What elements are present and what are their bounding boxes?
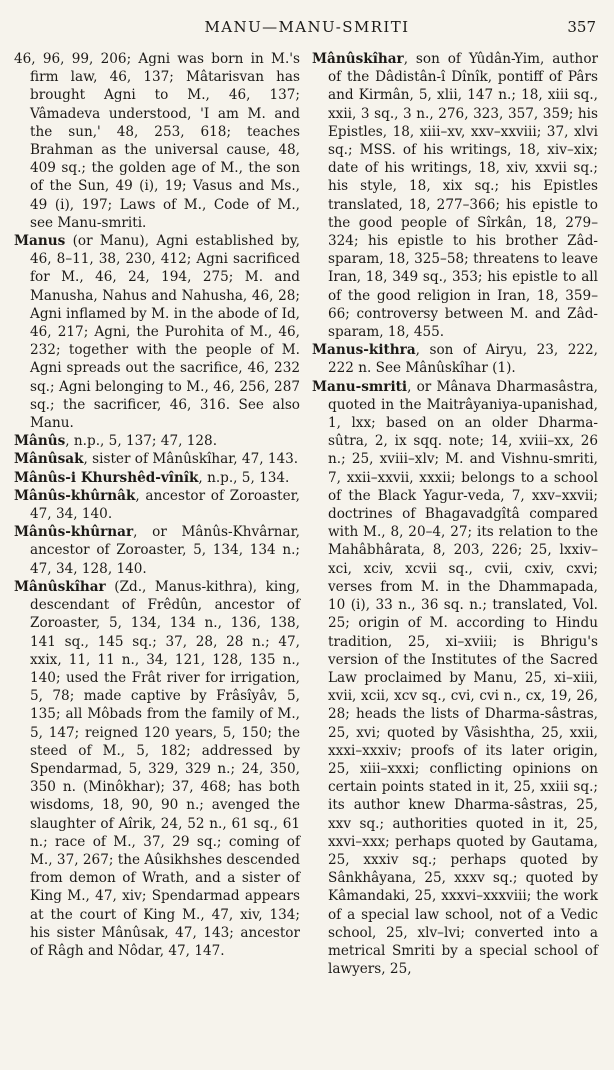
entry-headword: Mânûs-khûrnar (14, 524, 134, 541)
entry-text: , son of Yûdân-Yim, author of the Dâdistân-î Dînîk, pontiff of Pârs and Kirmân, 5, xlii, 147 n.; 18, xiii sq., xxii, 3 sq., 3 n., 276, 323, 357, 359; his Epistles, 18, xiii–xv, xxv–xxviii; 37, xlvi sq.; MSS. of his writings, 18, xiv–xix; date of his writings, 18, xiv, xxvii sq.; his style, 18, xix sq.; his Epistles translated, 18, 277–366; his epistle to the good people of Sîrkân, 18, 279–324; his epistle to his brother Zâd-sparam, 18, 325–58; threatens to leave Iran, 18, 349 sq., 353; his epistle to all of the good religion in Iran, 18, 359–66; controversy between M. and Zâd-sparam, 18, 455. (328, 51, 598, 341)
entry-text: , n.p., 5, 137; 47, 128. (65, 433, 218, 450)
entry-text: (Zd., Manus-kithra), king, descendant of Frêdûn, ancestor of Zoroaster, 5, 134, 134 n., 136, 138, 141 sq., 145 sq.; 37, 28, 28 n.; 47, xxix, 11, 11 n., 34, 121, 128, 135 n., 140; used the Frât river for irrigation, 5, 78; made captive by Frâsîyâv, 5, 135; all Môbads from the family of M., 5, 147; reigned 120 years, 5, 150; the steed of M., 5, 182; addressed by Spendarmad, 5, 329, 329 n.; 24, 350, 350 n. (Minôkhar); 37, 468; has both wisdoms, 18, 90, 90 n.; avenged the slaughter of Aîrik, 24, 52 n., 61 sq., 61 n.; race of M., 37, 29 sq.; coming of M., 37, 267; the Aûsikhshes descended from demon of Wrath, and a sister of King M., 47, xiv; Spendarmad appears at the court of King M., 47, xiv, 134; his sister Mânûsak, 47, 143; ancestor of Râgh and Nôdar, 47, 147. (30, 578, 300, 959)
index-entry (14, 232, 300, 432)
entry-headword: Mânûs-i Khurshêd-vînîk (14, 469, 199, 486)
entry-text: , or Mânava Dharmasâstra, quoted in the Maitrâyaniya-upanishad, 1, lxx; based on an older Dharma-sûtra, 2, ix sqq. note; 14, xviii–xx, 26 n.; 25, xviii–xlv; M. and Vishnu-smriti, 7, xxii–xxvii, xxxii; belongs to a school of the Black Yagur-veda, 7, xxv–xxvii; doctrines of Bhagavadgîtâ compared with M., 8, 20–4, 27; its relation to the Mahâbhârata, 8, 203, 226; 25, lxxiv–xci, xciv, xcvii sq., cvii, cxiv, cxvi; verses from M. in the Dhammapada, 10 (i), 33 n., 36 sq. n.; translated, Vol. 25; origin of M. according to Hindu tradition, 25, xi–xviii; is Bhrigu's version of the Institutes of the Sacred Law proclaimed by Manu, 25, xi–xiii, xvii, xcii, xcv sq., cvi, cvi n., cx, 19, 26, 28; heads the lists of Dharma-sâstras, 25, xvi; quoted by Vâsishtha, 25, xxii, xxxi–xxxiv; proofs of its later origin, 25, xiii–xxxi; conflicting opinions on certain points stated in it, 25, xxiii sq.; its author knew Dharma-sâstras, 25, xxv sq.; authorities quoted in it, 25, xxvi–xxx; perhaps quoted by Gautama, 25, xxxiv sq.; perhaps quoted by Sânkhâyana, 25, xxxv sq.; quoted by Kâmandaki, 25, xxxvi–xxxviii; the work of a special law school, not of a Vedic school, 25, xlv–lvi; converted into a metrical Smriti by a special school of lawyers, 25, (328, 378, 598, 978)
index-entry (14, 578, 300, 960)
entry-text: (or Manu), Agni established by, 46, 8–11, 38, 230, 412; Agni sacrificed for M., 46, 24, 194, 275; M. and Manusha, Nahus and Nahusha, 46, 28; Agni inflamed by M. in the abode of Id, 46, 217; Agni, the Purohita of M., 46, 232; together with the people of M. Agni spreads out the sacrifice, 46, 232 sq.; Agni belonging to M., 46, 256, 287 sq.; the sacrificer, 46, 316. See also Manu. (30, 233, 300, 432)
entry-headword: Mânûsak (14, 451, 84, 468)
right-column (312, 50, 598, 978)
entry-text: , son of Airyu, 23, 222, 222 n. See Mânûskîhar (1). (328, 342, 598, 377)
entry-headword: Manus-kithra (312, 342, 416, 359)
entry-headword: Manus (14, 233, 66, 250)
running-head: MANU—MANU-SMRITI (204, 18, 410, 36)
page-header (0, 14, 614, 40)
index-entry (14, 469, 300, 487)
entry-headword: Mânûs-khûrnâk (14, 487, 136, 504)
index-entry (312, 50, 598, 341)
index-entry (14, 487, 300, 523)
entry-text: , n.p., 5, 134. (198, 469, 290, 486)
page-number: 357 (567, 18, 596, 36)
index-entry (14, 450, 300, 468)
entry-headword: Mânûskîhar (312, 51, 404, 67)
index-entry (312, 378, 598, 979)
entry-text: , or Mânûs-Khvârnar, ancestor of Zoroaster, 5, 134, 134 n.; 47, 34, 128, 140. (30, 524, 300, 577)
entry-text: , sister of Mânûskîhar, 47, 143. (83, 451, 299, 468)
index-entry (14, 50, 300, 232)
entry-headword: Manu-smriti (312, 378, 408, 395)
entry-text: , ancestor of Zoroaster, 47, 34, 140. (30, 487, 300, 523)
entry-headword: Mânûskîhar (14, 578, 106, 595)
entry-headword: Mânûs (14, 433, 66, 450)
index-entry (14, 432, 300, 450)
index-columns (14, 50, 598, 978)
index-entry (14, 523, 300, 578)
index-entry (312, 341, 598, 377)
entry-text: 46, 96, 99, 206; Agni was born in M.'s firm law, 46, 137; Mâtarisvan has brought Agni to M., 46, 137; Vâmadeva understood, 'I am M. and the sun,' 48, 253, 618; teaches Brahman as the universal cause, 48, 409 sq.; the golden age of M., the son of the Sun, 49 (i), 19; Vasus and Ms., 49 (i), 197; Laws of M., Code of M., see Manu-smriti. (14, 51, 300, 231)
left-column (14, 50, 300, 978)
